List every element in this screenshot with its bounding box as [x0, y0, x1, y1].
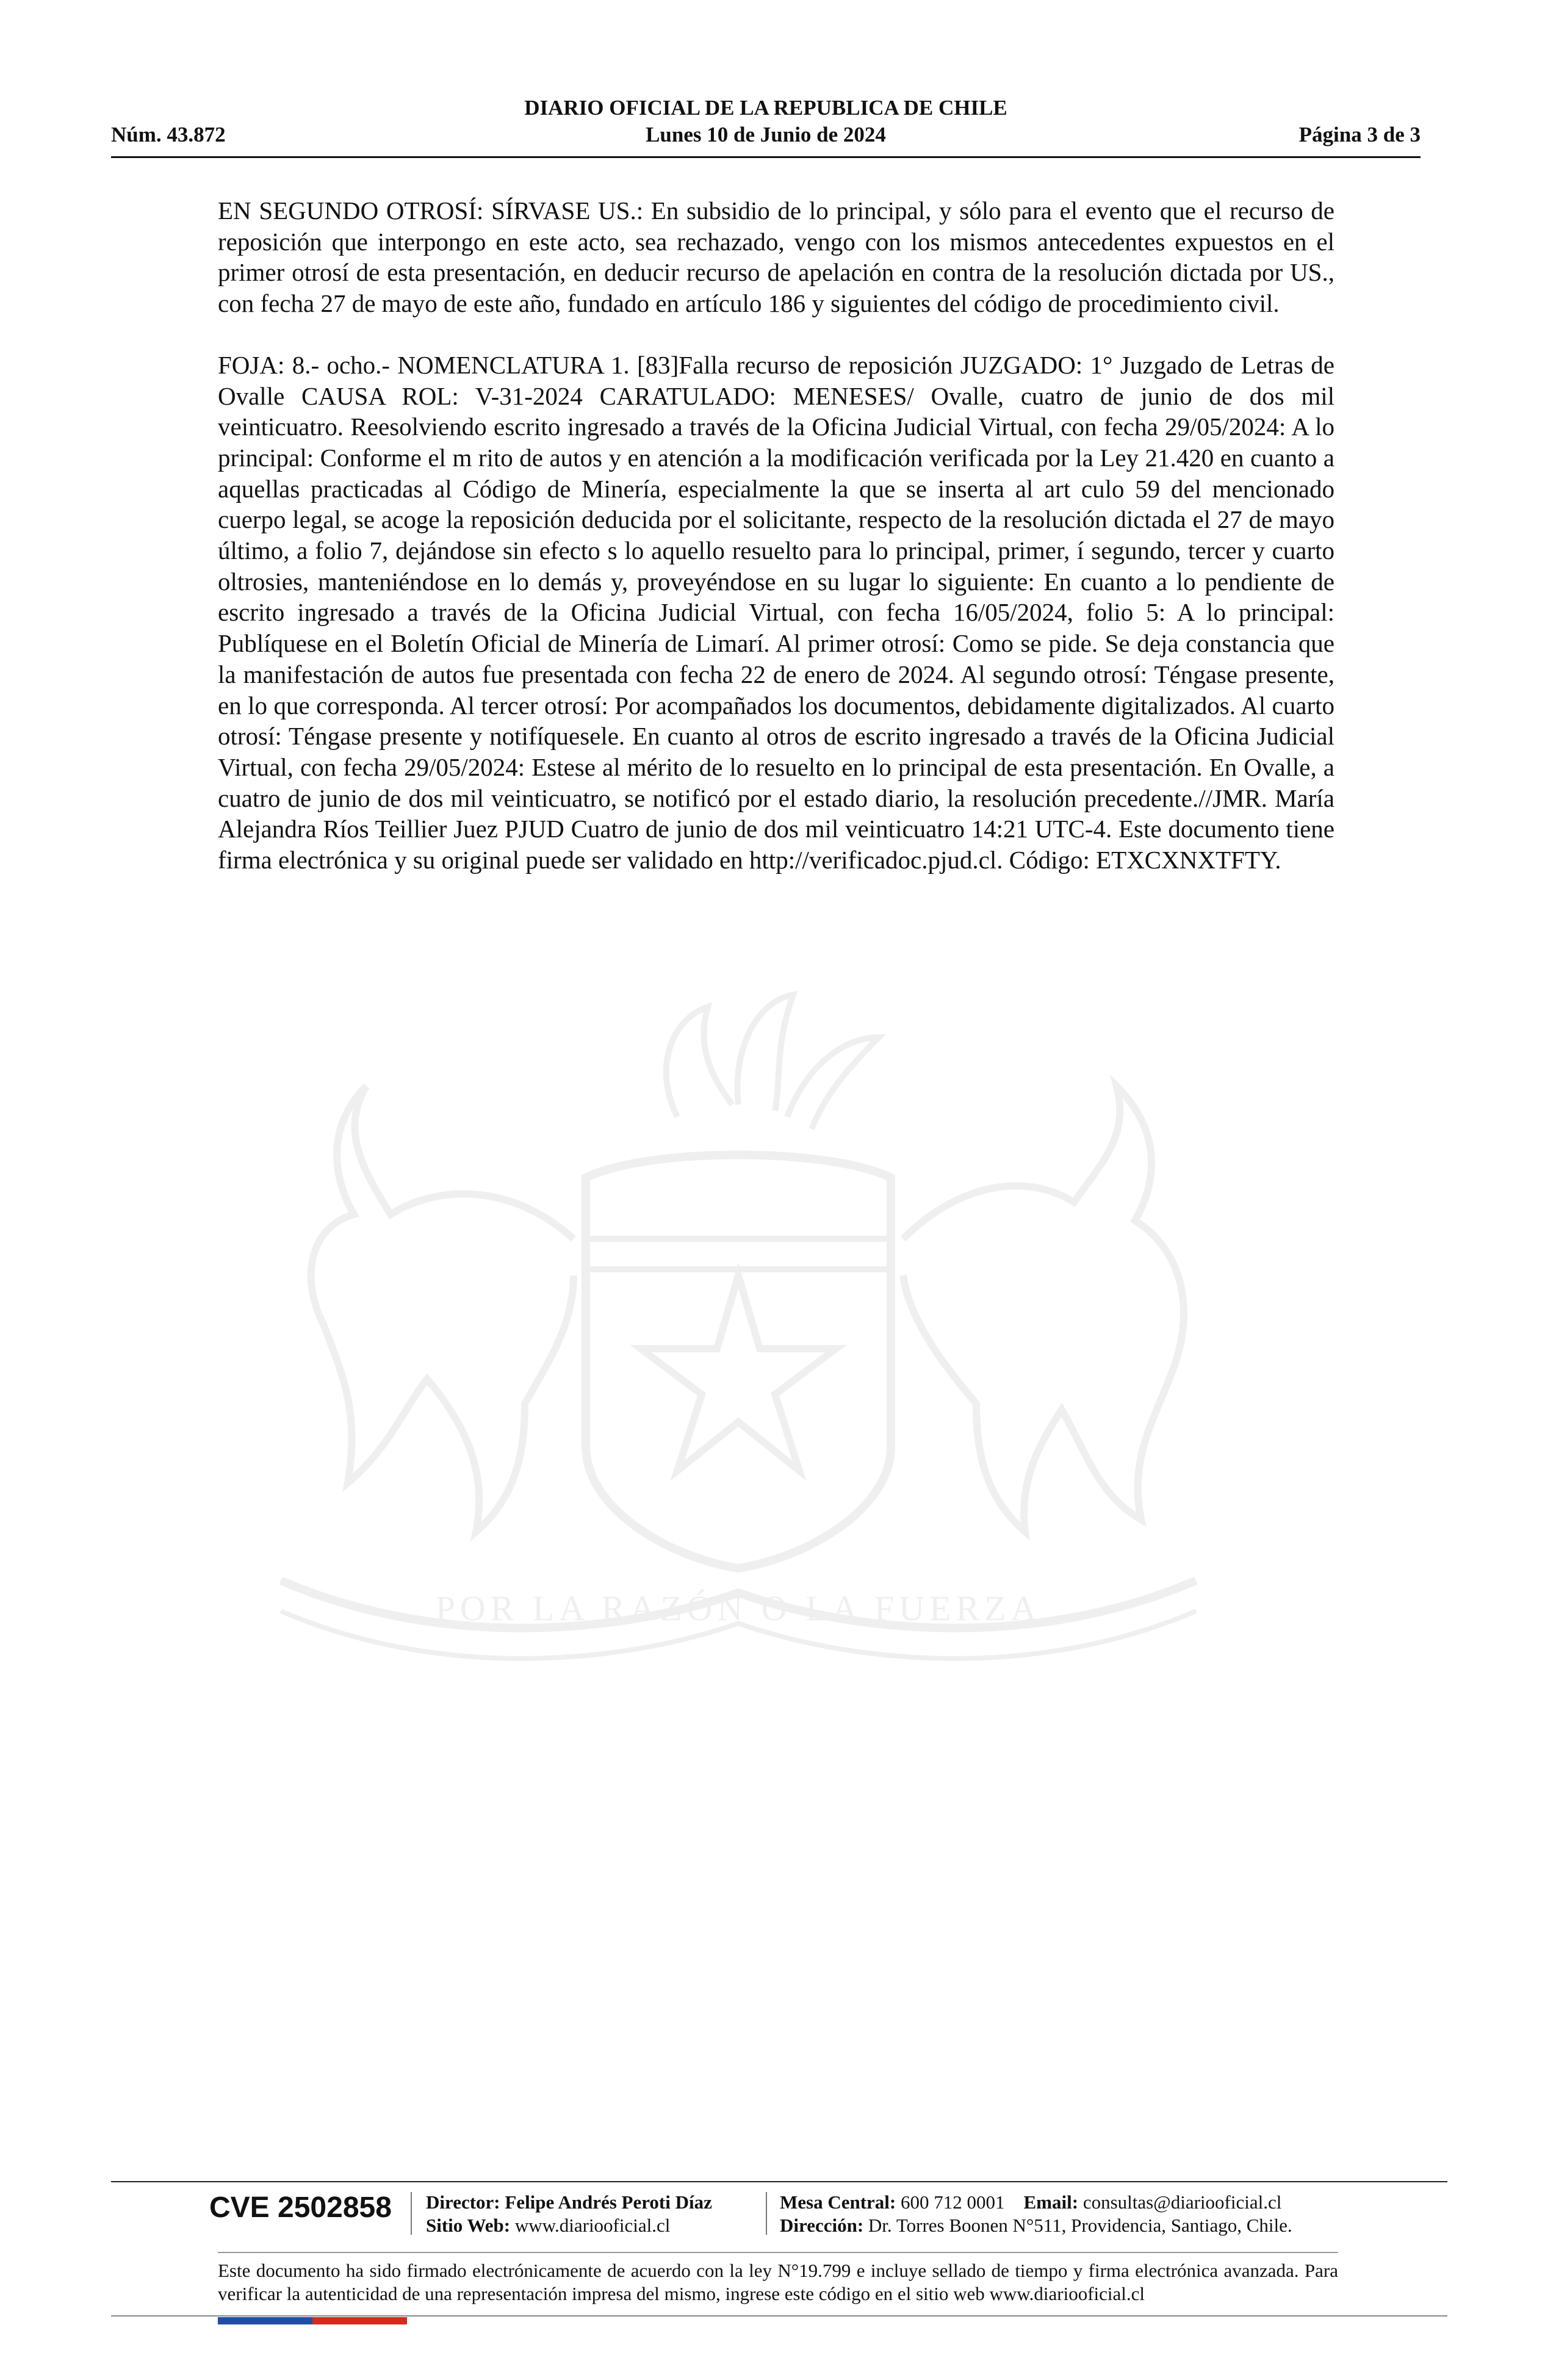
footer-divider [111, 2181, 1447, 2182]
email-link[interactable]: consultas@diariooficial.cl [1082, 2191, 1282, 2213]
coat-of-arms-watermark-icon [207, 983, 1269, 1690]
site-link[interactable]: www.diariooficial.cl [514, 2215, 671, 2236]
issue-date: Lunes 10 de Junio de 2024 [646, 123, 886, 146]
flag-stripe-red [312, 2317, 407, 2324]
flag-stripe-blue [218, 2317, 312, 2324]
mesa-label: Mesa Central: [780, 2191, 896, 2213]
page-indicator: Página 3 de 3 [1298, 123, 1421, 146]
footer-bottom-divider [111, 2315, 1447, 2317]
paragraph: FOJA: 8.- ocho.- NOMENCLATURA 1. [83]Falla recurso de reposición JUZGADO: 1° Juzgado de Letras de Ovalle CAUSA ROL: V-31-2024 CARATULADO: MENESES/ Ovalle, cuatro de junio de dos mil veinticuatro. Reesolviendo escrito ingresado a través de la Oficina Judicial Virtual, con fecha 29/05/2024: A lo principal: Conforme el m rito de autos y en atención a la modificación verificada por la Ley 21.420 en cuanto a aquellas practicadas al Código de Minería, especialmente la que se inserta al art culo 59 del mencionado cuerpo legal, se acoge la reposición deducida por el solicitante, respecto de la resolución dictada el 27 de mayo último, a folio 7, dejándose sin efecto s lo aquello resuelto para lo principal, primer, í segundo, tercer y cuarto oltrosies, manteniéndose en lo demás y, proveyéndose en su lugar lo siguiente: En cuanto a lo pendiente de escrito ingresado a través de la Oficina Judicial Virtual, con fecha 16/05/2024, folio 5: A lo principal: Publíquese en el Boletín Oficial de Minería de Limarí. Al primer otrosí: Como se pide. Se deja constancia que la manifestación de autos fue presentada con fecha 22 de enero de 2024. Al segundo otrosí: Téngase presente, en lo que corresponda. Al tercer otrosí: Por acompañados los documentos, debidamente digitalizados. Al cuarto otrosí: Téngase presente y notifíquesele. En cuanto al otros de escrito ingresado a través de la Oficina Judicial Virtual, con fecha 29/05/2024: Estese al mérito de lo resuelto en lo principal de esta presentación. En Ovalle, a cuatro de junio de dos mil veinticuatro, se notificó por el estado diario, la resolución precedente.//JMR. María Alejandra Ríos Teillier Juez PJUD Cuatro de junio de dos mil veinticuatro 14:21 UTC-4. Este documento tiene firma electrónica y su original puede ser validado en http://verificadoc.pjud.cl. Código: ETXCXNXTFTY. [218, 350, 1334, 874]
issue-number: Núm. 43.872 [111, 123, 226, 146]
page-header [111, 96, 1421, 157]
cve-code: CVE 2502858 [209, 2191, 392, 2224]
publication-title: DIARIO OFICIAL DE LA REPUBLICA DE CHILE [524, 96, 1007, 120]
header-divider [111, 156, 1421, 158]
director-label: Director: [426, 2191, 500, 2213]
address-label: Dirección: [780, 2215, 864, 2236]
email-label: Email: [1023, 2191, 1079, 2213]
footer-director-block [426, 2191, 712, 2237]
footer-inner-divider [218, 2252, 1338, 2253]
site-label: Sitio Web: [426, 2215, 511, 2236]
legal-notice: Este documento ha sido firmado electrónicamente de acuerdo con la ley N°19.799 e incluye sellado de tiempo y firma electrónica avanzada. Para verificar la autenticidad de una representación impresa del mismo, ingrese este código en el sitio web www.diariooficial.cl [218, 2260, 1338, 2304]
footer-separator [766, 2192, 767, 2235]
footer-separator [411, 2192, 412, 2235]
document-body [218, 195, 1334, 906]
footer-contact-block [780, 2191, 1292, 2237]
paragraph: EN SEGUNDO OTROSÍ: SÍRVASE US.: En subsidio de lo principal, y sólo para el evento que el recurso de reposición que interpongo en este acto, sea rechazado, vengo con los mismos antecedentes expuestos en el primer otrosí de esta presentación, en deducir recurso de apelación en contra de la resolución dictada por US., con fecha 27 de mayo de este año, fundado en artículo 186 y siguientes del código de procedimiento civil. [218, 197, 1334, 318]
director-value: Felipe Andrés Peroti Díaz [505, 2191, 712, 2213]
motto-text: POR LA RAZÓN O LA FUERZA [435, 1588, 1042, 1628]
mesa-value: 600 712 0001 [901, 2191, 1005, 2213]
address-value: Dr. Torres Boonen N°511, Providencia, Santiago, Chile. [868, 2215, 1292, 2236]
